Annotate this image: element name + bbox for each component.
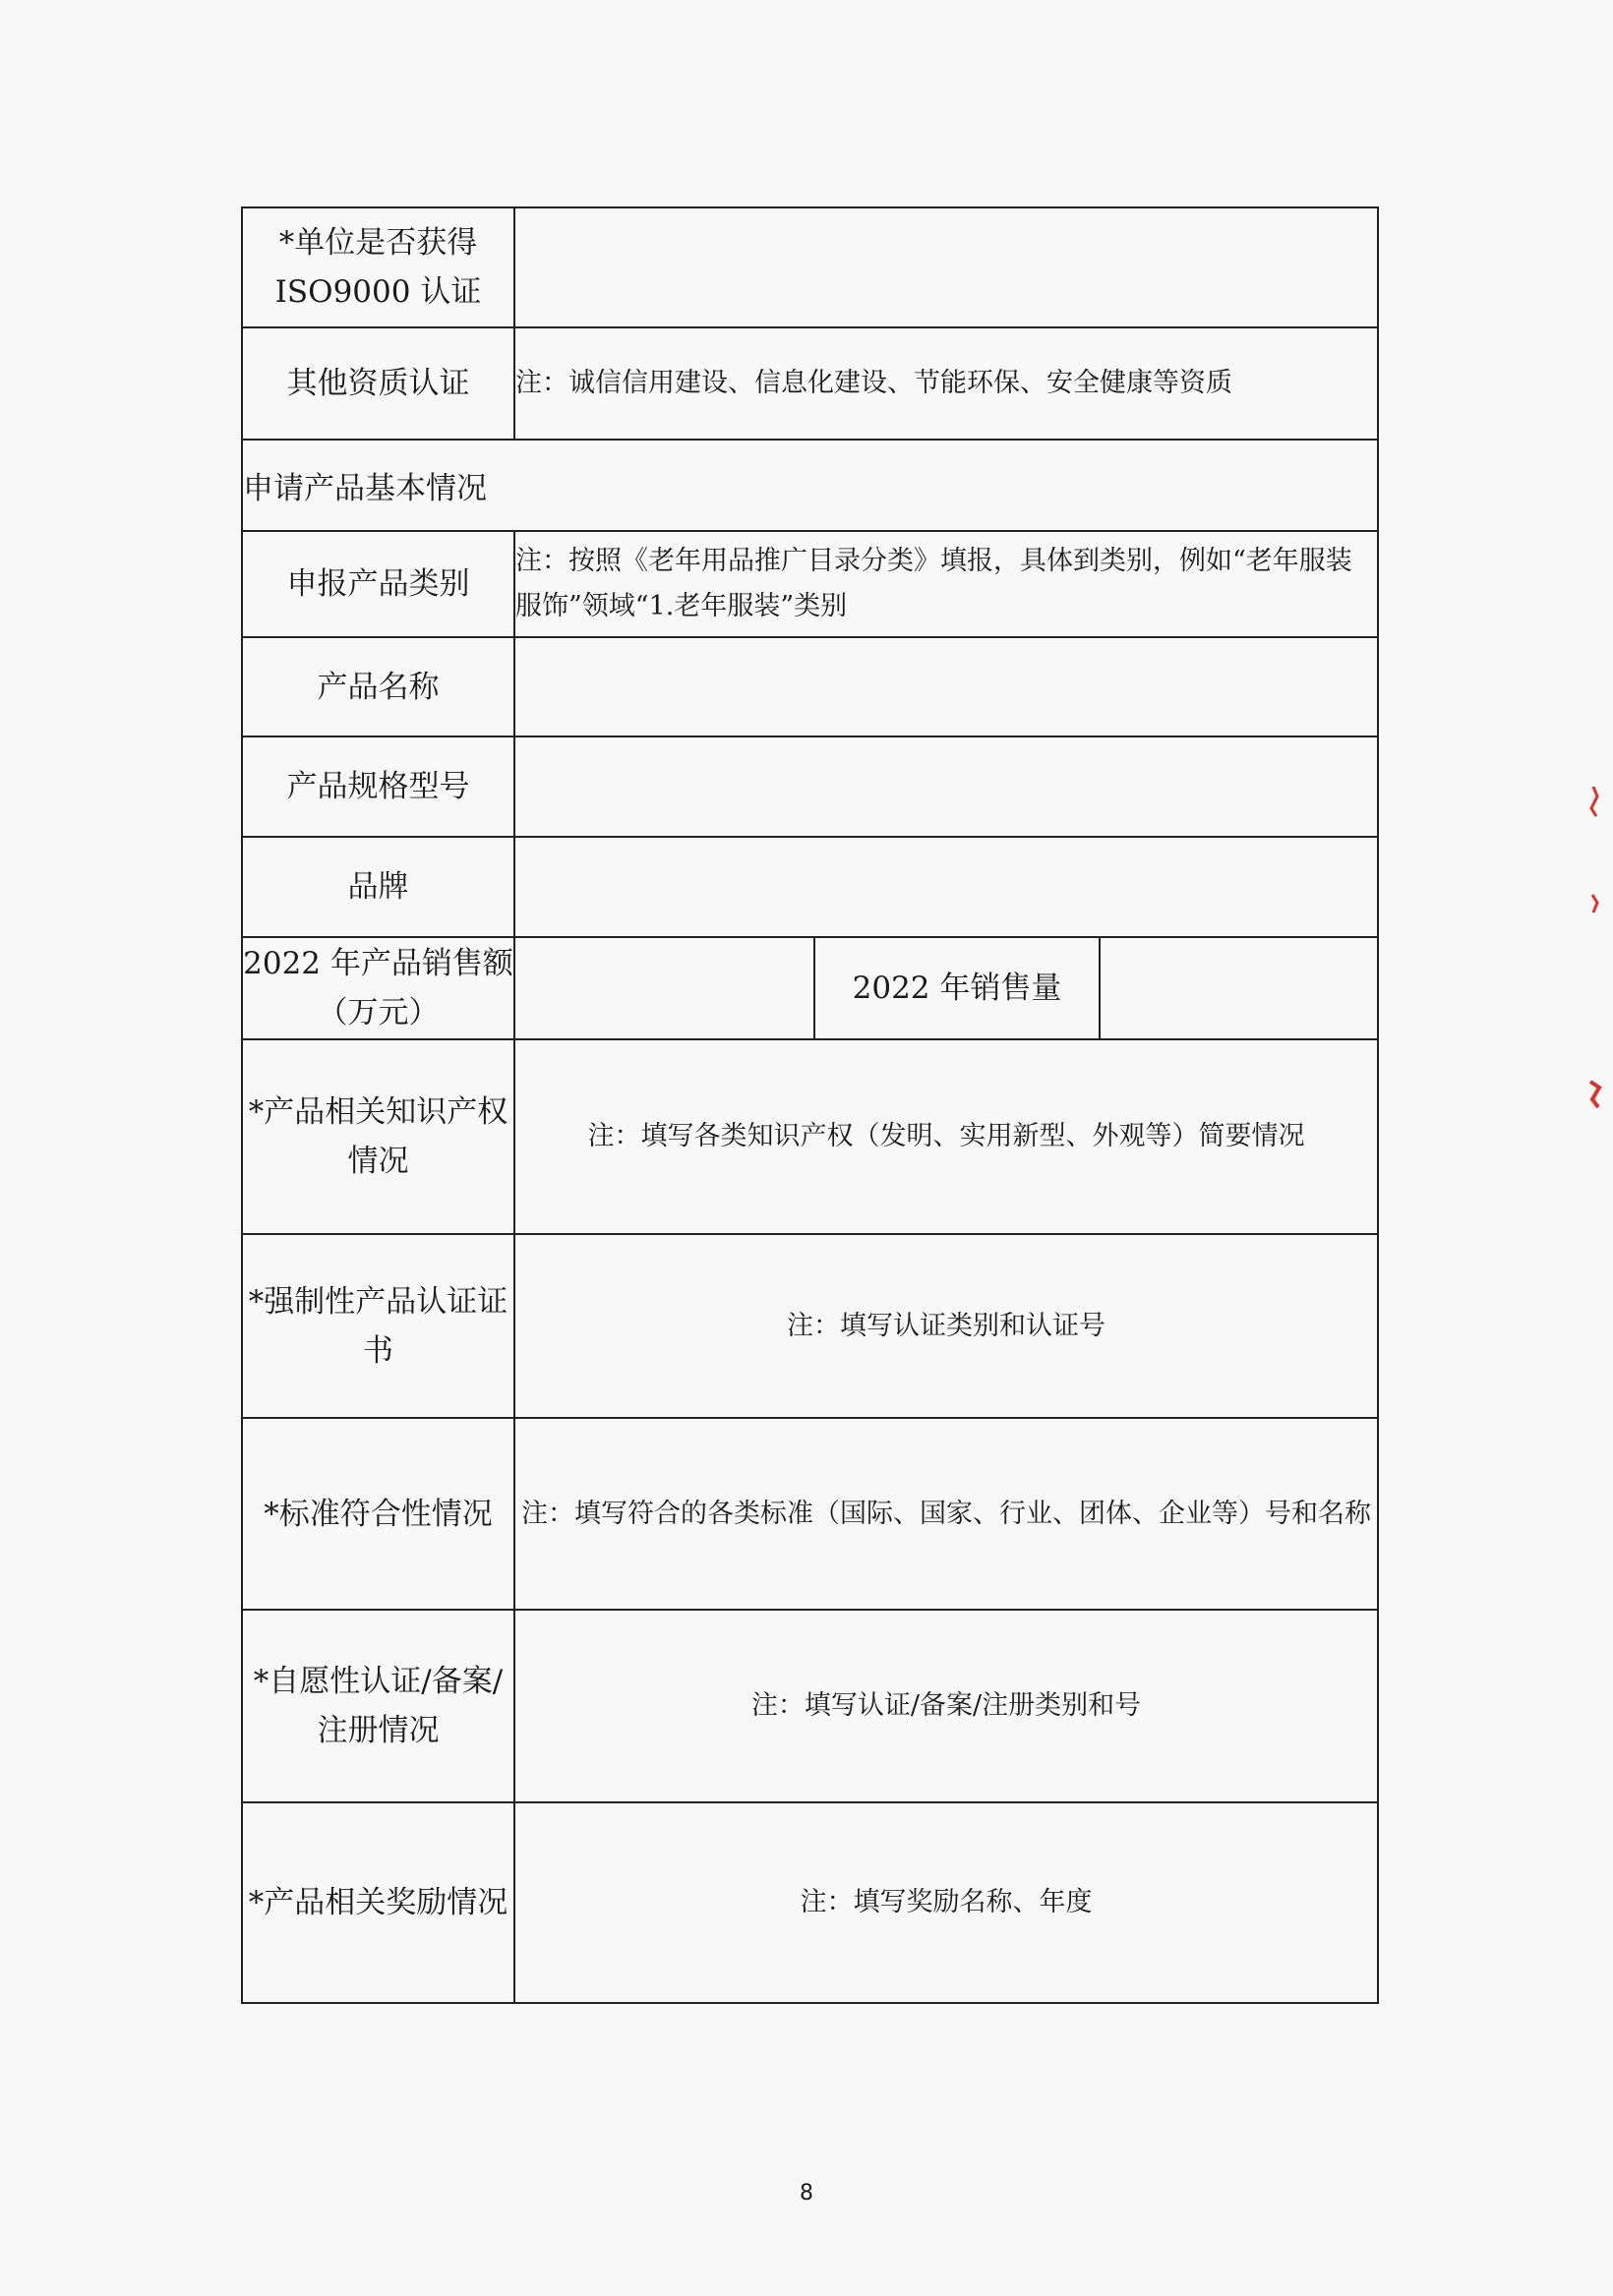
row-category bbox=[242, 531, 1378, 637]
mandatory-cert-note[interactable]: 注：填写认证类别和认证号 bbox=[514, 1234, 1378, 1418]
product-name-value[interactable] bbox=[514, 637, 1378, 736]
product-name-label: 产品名称 bbox=[242, 637, 514, 736]
awards-note[interactable]: 注：填写奖励名称、年度 bbox=[514, 1802, 1378, 2003]
row-standards bbox=[242, 1418, 1378, 1610]
iso-label: *单位是否获得ISO9000 认证 bbox=[242, 207, 514, 327]
row-other-qualification bbox=[242, 327, 1378, 440]
ip-label: *产品相关知识产权情况 bbox=[242, 1039, 514, 1234]
row-ip bbox=[242, 1039, 1378, 1234]
section-title: 申请产品基本情况 bbox=[242, 440, 1378, 531]
row-awards bbox=[242, 1802, 1378, 2003]
other-qualification-label: 其他资质认证 bbox=[242, 327, 514, 440]
row-sales bbox=[242, 937, 1378, 1039]
category-note[interactable]: 注：按照《老年用品推广目录分类》填报，具体到类别，例如“老年服装服饰”领域“1.老年服装”类别 bbox=[514, 531, 1378, 637]
product-model-value[interactable] bbox=[514, 736, 1378, 837]
category-label: 申报产品类别 bbox=[242, 531, 514, 637]
standards-note[interactable]: 注：填写符合的各类标准（国际、国家、行业、团体、企业等）号和名称 bbox=[514, 1418, 1378, 1610]
ip-note[interactable]: 注：填写各类知识产权（发明、实用新型、外观等）简要情况 bbox=[514, 1039, 1378, 1234]
sales-volume-value[interactable] bbox=[1100, 937, 1378, 1039]
application-form-table bbox=[241, 206, 1379, 2004]
voluntary-cert-label: *自愿性认证/备案/注册情况 bbox=[242, 1610, 514, 1802]
row-section-title bbox=[242, 440, 1378, 531]
mandatory-cert-label: *强制性产品认证证书 bbox=[242, 1234, 514, 1418]
awards-label: *产品相关奖励情况 bbox=[242, 1802, 514, 2003]
sales-volume-label: 2022 年销售量 bbox=[814, 937, 1100, 1039]
page-number: 8 bbox=[800, 2181, 813, 2206]
voluntary-cert-note[interactable]: 注：填写认证/备案/注册类别和号 bbox=[514, 1610, 1378, 1802]
product-model-label: 产品规格型号 bbox=[242, 736, 514, 837]
iso-value[interactable] bbox=[514, 207, 1378, 327]
row-iso bbox=[242, 207, 1378, 327]
other-qualification-note[interactable]: 注：诚信信用建设、信息化建设、节能环保、安全健康等资质 bbox=[514, 327, 1378, 440]
brand-value[interactable] bbox=[514, 837, 1378, 937]
row-mandatory-cert bbox=[242, 1234, 1378, 1418]
standards-label: *标准符合性情况 bbox=[242, 1418, 514, 1610]
row-voluntary-cert bbox=[242, 1610, 1378, 1802]
row-product-name bbox=[242, 637, 1378, 736]
sales-revenue-value[interactable] bbox=[514, 937, 814, 1039]
sales-revenue-label: 2022 年产品销售额（万元） bbox=[242, 937, 514, 1039]
row-brand bbox=[242, 837, 1378, 937]
seal-edge-mark bbox=[1585, 787, 1603, 1111]
brand-label: 品牌 bbox=[242, 837, 514, 937]
row-product-model bbox=[242, 736, 1378, 837]
